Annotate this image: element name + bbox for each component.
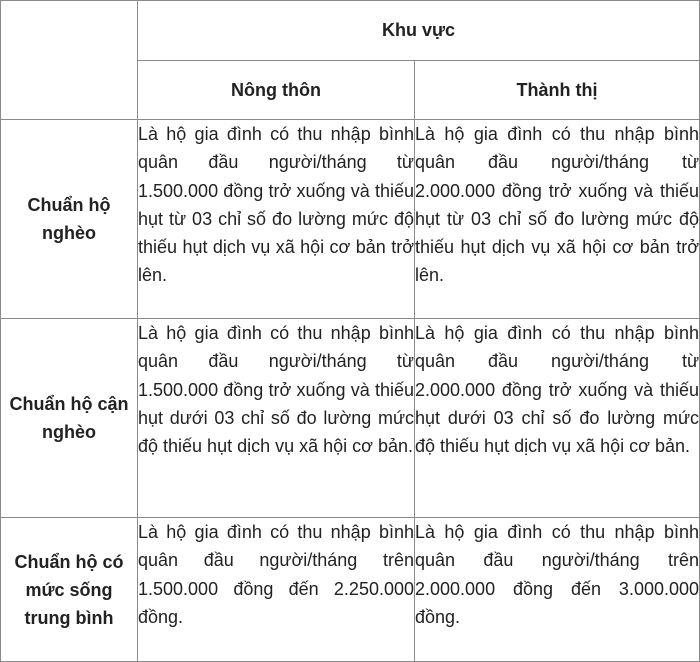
row-label-near-poor: Chuẩn hộ cận nghèo <box>1 319 138 518</box>
rural-cell-average: Là hộ gia đình có thu nhập bình quân đầu người/tháng trên 1.500.000 đồng đến 2.250.000 đồng. <box>138 518 415 662</box>
table-row <box>1 319 700 518</box>
region-header: Khu vực <box>138 1 700 61</box>
rural-cell-poor: Là hộ gia đình có thu nhập bình quân đầu người/tháng từ 1.500.000 đồng trở xuống và thiếu hụt từ 03 chỉ số đo lường mức độ thiếu hụt dịch vụ xã hội cơ bản trở lên. <box>138 120 415 319</box>
table-row <box>1 120 700 319</box>
corner-cell <box>1 1 138 120</box>
rural-header: Nông thôn <box>138 61 415 120</box>
row-label-poor: Chuẩn hộ nghèo <box>1 120 138 319</box>
row-label-average: Chuẩn hộ có mức sống trung bình <box>1 518 138 662</box>
header-row-region <box>1 1 700 61</box>
urban-header: Thành thị <box>415 61 700 120</box>
urban-cell-near-poor: Là hộ gia đình có thu nhập bình quân đầu người/tháng từ 2.000.000 đồng trở xuống và thiếu hụt dưới 03 chỉ số đo lường mức độ thiếu hụt dịch vụ xã hội cơ bản. <box>415 319 700 518</box>
urban-cell-average: Là hộ gia đình có thu nhập bình quân đầu người/tháng trên 2.000.000 đồng đến 3.000.000 đồng. <box>415 518 700 662</box>
urban-cell-poor: Là hộ gia đình có thu nhập bình quân đầu người/tháng từ 2.000.000 đồng trở xuống và thiếu hụt từ 03 chỉ số đo lường mức độ thiếu hụt dịch vụ xã hội cơ bản trở lên. <box>415 120 700 319</box>
rural-cell-near-poor: Là hộ gia đình có thu nhập bình quân đầu người/tháng từ 1.500.000 đồng trở xuống và thiếu hụt dưới 03 chỉ số đo lường mức độ thiếu hụt dịch vụ xã hội cơ bản. <box>138 319 415 518</box>
table-row <box>1 518 700 662</box>
